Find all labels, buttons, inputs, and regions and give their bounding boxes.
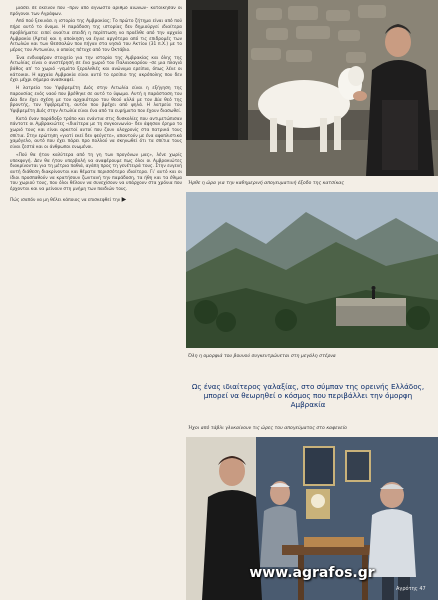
photo-woman-with-goat (186, 0, 438, 176)
article-paragraph: Κατά έναν παράδοξο τρόπο και ενάντια στις δυσκολίες που αντιμετώπισαν πάντοτε οι Αμβρακιώτες –ιδιαίτερα με τη συγκοινωνία– δεν άφησαν έρημο το χωριό τους και είναι αρκετοί αυτοί που ζουν ολοχρονίς στα πατρικά τους σπίτια. Στην ερώτηση «γιατί εκεί δεν φεύγετε», απαντούν με ένα αφοπλιστικά χαμόγελο, αυτό που έχει πάρει προ πολλού να σκηνωθεί ότι τα σπίτια τους είναι ζεστά και οι άνθρωποι ενωμένοι. (10, 116, 182, 151)
article-paragraph: Από πού ξεκινάει η ιστορία της Αμβρακίας; Το πρώτο ζήτημα είναι από πού πήρε αυτό το όνομα. Η παράδοση της ιστορίας δεν δημιούργεί ιδιαίτερα προβλήματα: ειπεί αναίτια επειδή η περίπτωση να προέλθε από την αρχαία Αμβρακία (Άρτα) και η αποίκηση να έγινε αργότερα από τις επιδρομές των Αιτωλών και των Θεσσαλών που πήγαν στα νησιά του Ακτίου (31 π.Χ.) με το μέρος του Αντωνίου, ο οποίος πέτυχε από τον Οκτάβιο. (10, 19, 182, 53)
page-number: Αγρότης 47 (396, 586, 426, 592)
article-paragraph: Η λατρεία του Υψιβρεμέτη Διός στην Αιτωλία είναι η εξήγηση της παρουσίας ενός ναού που βρέθηκε σε αυτό το ύψωμα. Αυτή η παράσταση του Δία δεν έχει σχέση με τον αρχαιότερο του θεού αλλά με τον Δία θεό της βροντής, τον Υψιβρεμέτη, αυτόν που βρέχει από ψηλά. Η λατρεία του Υψιβρεμέτη Διός στην Αιτωλία είναι ένα από τα ευρήματα που έχουν διασωθεί. (10, 86, 182, 114)
photo-mountain-landscape (186, 192, 438, 348)
continue-arrow-icon: ▶ (121, 195, 127, 203)
article-paragraph: Ένα ενδιαφέρον στοιχείο για την ιστορία της Αμβρακίας και όλης της Αιτωλίας είναι ο ανιστέρησή σε ένα χωριό του Παλαιοκαρύου –σε μια πλαγιά βάθος απ’ το χωριό –γεμάτο ξερολιθιές και ανώνυμα ερείπια, όπως λένε οι κάτοικοι. Η αρχαία Αμβρακία είναι αυτό το ερείπιο της ακρόπολης που δεν έχει μέχρι σήμερα ανασκαφεί. (10, 55, 182, 84)
goat-scene-illustration (186, 0, 438, 176)
photo-caption: Ήρθε η ώρα για την καθημερινή απογευματινή έξοδο της κατσίκας (188, 181, 345, 186)
article-paragraph: μιάσει σε εκείνον που –πριν από άγνωστο αριθμό αιώνων– κατοίκησαν οι πρόγονοι των Αγράφων. (10, 6, 182, 17)
photo-caption: Όλη η ομορφιά του βουνού συγκεντρώνεται στη μεγάλη στέρνα (188, 354, 336, 359)
continuation-line (10, 197, 182, 204)
pull-quote: Ως ένας ιδιαίτερος γαλαξίας, στο σύμπαν της ορεινής Ελλάδος, μπορεί να θεωρηθεί ο κόσμος που περιβάλλει την όμορφη Αμβρακία (191, 382, 425, 409)
photo-caption: Ήχοι από τάβλι γλυκαίνουν τις ώρες του απογεύματος στο καφενείο (188, 426, 347, 431)
article-text-column (10, 6, 182, 594)
watermark-url: www.agrafos.gr (249, 565, 375, 581)
mountain-scene-illustration (186, 192, 438, 348)
continuation-text: Πώς ισαπόν να μη θέλει κάποιος να επισκεφθεί την (10, 197, 121, 203)
article-paragraph: «Πού θα ήταν καλύτερα από τη γη των προγόνων μας», λένε χωρίς υπεκφυγή. Δεν θα ήταν υπερβολή να αναφέρουμε πως όλοι οι Αμβρακιώτες διακρίνονται για τη μέτρια παθιά, αγάπη προς τη γενέτειρά τους. Στην ευγενή αυτή διάθεση διακρίνονται και θέματα περισσότερο ιδιαίτερα. Γι’ αυτό και οι ίδιοι προσπαθούν να κρατήσουν ζωντανή την παράδοση, τα ήθη και τα έθιμα του χωριού τους, που όλοι θέλουν να συνεχίσουν να υπάρχουν στα χρόνια που έρχονται και να μείνουν στη μνήμη των παιδιών τους. (10, 152, 182, 193)
